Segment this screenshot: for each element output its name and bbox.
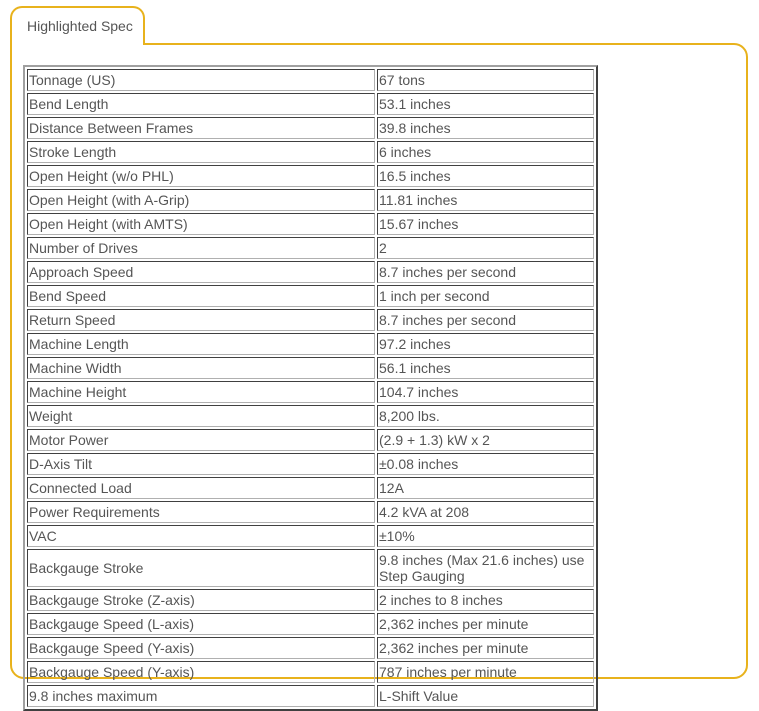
table-row [27,357,594,379]
spec-value-cell: 67 tons [377,69,594,91]
spec-value-cell: 11.81 inches [377,189,594,211]
spec-label-cell: Backgauge Speed (Y-axis) [27,637,375,659]
spec-label-cell: VAC [27,525,375,547]
table-row [27,613,594,635]
spec-label-cell: Backgauge Stroke [27,549,375,587]
spec-value-cell: 12A [377,477,594,499]
spec-label-cell: Open Height (with AMTS) [27,213,375,235]
spec-label-cell: Bend Speed [27,285,375,307]
spec-label-cell: Weight [27,405,375,427]
spec-label-cell: Backgauge Speed (L-axis) [27,613,375,635]
spec-label-cell: Bend Length [27,93,375,115]
table-row [27,685,594,707]
spec-value-cell: 787 inches per minute [377,661,594,683]
table-row [27,333,594,355]
table-row [27,93,594,115]
spec-value-cell: (2.9 + 1.3) kW x 2 [377,429,594,451]
spec-label-cell: Motor Power [27,429,375,451]
spec-label-cell: 9.8 inches maximum [27,685,375,707]
spec-value-cell: 4.2 kVA at 208 [377,501,594,523]
table-row [27,261,594,283]
table-row [27,637,594,659]
table-row [27,285,594,307]
spec-value-cell: 8.7 inches per second [377,309,594,331]
spec-label-cell: Stroke Length [27,141,375,163]
table-row [27,165,594,187]
spec-label-cell: Machine Length [27,333,375,355]
spec-value-cell: 56.1 inches [377,357,594,379]
spec-label-cell: Return Speed [27,309,375,331]
spec-value-cell: 6 inches [377,141,594,163]
spec-label-cell: Machine Height [27,381,375,403]
spec-label-cell: Backgauge Speed (Y-axis) [27,661,375,683]
table-row [27,405,594,427]
table-row [27,589,594,611]
table-row [27,501,594,523]
spec-value-cell: ±0.08 inches [377,453,594,475]
table-row [27,213,594,235]
tab-connector [12,42,143,46]
spec-value-cell: 97.2 inches [377,333,594,355]
spec-label-cell: Tonnage (US) [27,69,375,91]
spec-value-cell: ±10% [377,525,594,547]
spec-label-cell: Machine Width [27,357,375,379]
spec-value-cell: 9.8 inches (Max 21.6 inches) use Step Gauging [377,549,594,587]
spec-value-cell: 8,200 lbs. [377,405,594,427]
table-row [27,141,594,163]
table-row [27,525,594,547]
spec-value-cell: 2,362 inches per minute [377,613,594,635]
table-row [27,69,594,91]
table-row [27,189,594,211]
table-row [27,549,594,587]
spec-value-cell: 53.1 inches [377,93,594,115]
spec-label-cell: Power Requirements [27,501,375,523]
spec-value-cell: 104.7 inches [377,381,594,403]
spec-value-cell: L-Shift Value [377,685,594,707]
spec-value-cell: 16.5 inches [377,165,594,187]
table-row [27,117,594,139]
spec-label-cell: Open Height (with A-Grip) [27,189,375,211]
spec-value-cell: 8.7 inches per second [377,261,594,283]
tab-label: Highlighted Spec [27,18,133,34]
spec-label-cell: Distance Between Frames [27,117,375,139]
tab-highlighted-spec[interactable] [10,6,145,44]
table-row [27,429,594,451]
spec-value-cell: 39.8 inches [377,117,594,139]
spec-label-cell: Number of Drives [27,237,375,259]
spec-value-cell: 2 [377,237,594,259]
spec-table-body [27,69,594,707]
spec-value-cell: 1 inch per second [377,285,594,307]
spec-value-cell: 2,362 inches per minute [377,637,594,659]
table-row [27,237,594,259]
spec-label-cell: D-Axis Tilt [27,453,375,475]
spec-value-cell: 15.67 inches [377,213,594,235]
table-row [27,477,594,499]
spec-value-cell: 2 inches to 8 inches [377,589,594,611]
spec-table [23,65,598,711]
table-row [27,661,594,683]
table-row [27,453,594,475]
table-row [27,309,594,331]
spec-label-cell: Connected Load [27,477,375,499]
spec-label-cell: Approach Speed [27,261,375,283]
spec-label-cell: Backgauge Stroke (Z-axis) [27,589,375,611]
spec-label-cell: Open Height (w/o PHL) [27,165,375,187]
table-row [27,381,594,403]
